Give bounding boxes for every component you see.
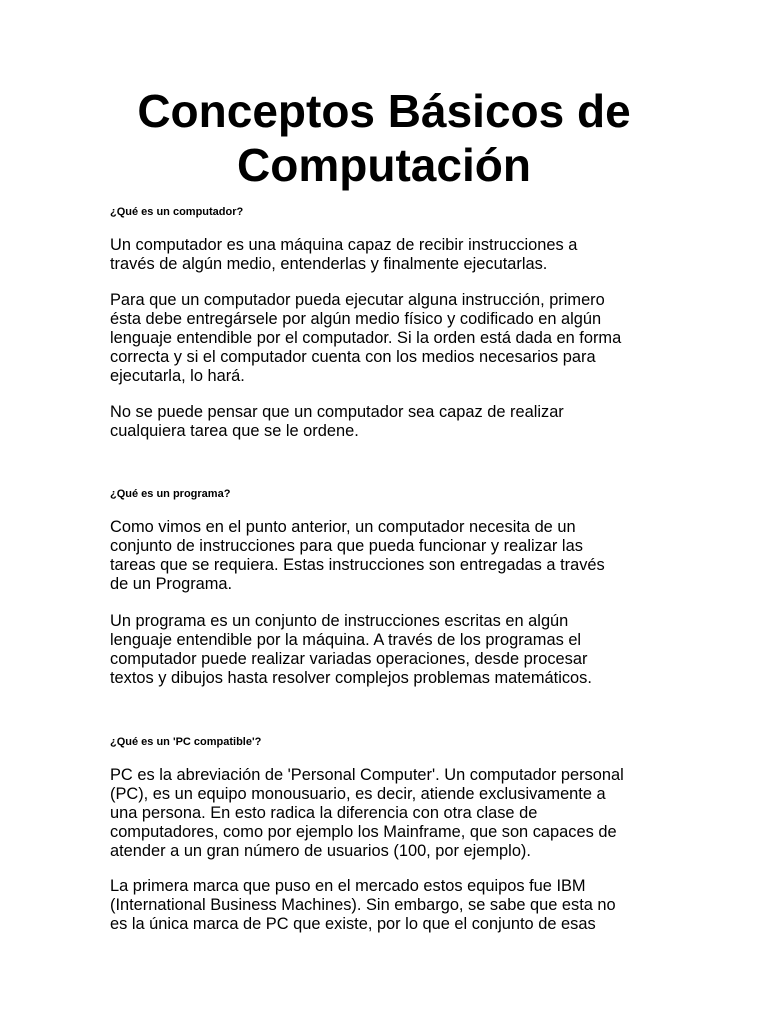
paragraph [110, 236, 577, 274]
text-line: Para que un computador pueda ejecutar alguna instrucción, primero [110, 291, 605, 309]
text-line: lenguaje entendible por la máquina. A través de los programas el [110, 631, 582, 649]
paragraph [110, 403, 564, 441]
text-line: atender a un gran número de usuarios (100, por ejemplo). [110, 842, 531, 860]
paragraph [110, 766, 624, 861]
text-line: través de algún medio, entenderlas y finalmente ejecutarlas. [110, 255, 548, 273]
section-heading-computador: ¿Qué es un computador? [110, 206, 244, 218]
document-title [60, 84, 708, 192]
text-line: una persona. En esto radica la diferencia con otra clase de [110, 804, 538, 822]
text-line: La primera marca que puso en el mercado estos equipos fue IBM [110, 877, 586, 895]
paragraph [110, 518, 605, 594]
paragraph [110, 612, 592, 688]
text-line: No se puede pensar que un computador sea capaz de realizar [110, 403, 564, 421]
section-heading-programa: ¿Qué es un programa? [110, 488, 231, 500]
title-line: Computación [237, 139, 531, 191]
text-line: es la única marca de PC que existe, por lo que el conjunto de esas [110, 915, 596, 933]
text-line: PC es la abreviación de 'Personal Computer'. Un computador personal [110, 766, 624, 784]
text-line: Un programa es un conjunto de instrucciones escritas en algún [110, 612, 569, 630]
text-line: textos y dibujos hasta resolver complejos problemas matemáticos. [110, 669, 592, 687]
text-line: de un Programa. [110, 575, 233, 593]
title-line: Conceptos Básicos de [137, 85, 631, 137]
text-line: correcta y si el computador cuenta con los medios necesarios para [110, 348, 596, 366]
section-heading-pc-compatible: ¿Qué es un 'PC compatible'? [110, 736, 262, 748]
paragraph [110, 877, 616, 934]
text-line: ejecutarla, lo hará. [110, 367, 245, 385]
text-line: conjunto de instrucciones para que pueda funcionar y realizar las [110, 537, 583, 555]
text-line: computadores, como por ejemplo los Mainframe, que son capaces de [110, 823, 617, 841]
text-line: tareas que se requiera. Estas instrucciones son entregadas a través [110, 556, 605, 574]
text-line: cualquiera tarea que se le ordene. [110, 422, 359, 440]
text-line: lenguaje entendible por el computador. Si la orden está dada en forma [110, 329, 622, 347]
text-line: computador puede realizar variadas operaciones, desde procesar [110, 650, 588, 668]
text-line: (PC), es un equipo monousuario, es decir, atiende exclusivamente a [110, 785, 606, 803]
paragraph [110, 291, 621, 386]
text-line: (International Business Machines). Sin embargo, se sabe que esta no [110, 896, 616, 914]
text-line: ésta debe entregársele por algún medio físico y codificado en algún [110, 310, 602, 328]
text-line: Como vimos en el punto anterior, un computador necesita de un [110, 518, 576, 536]
text-line: Un computador es una máquina capaz de recibir instrucciones a [110, 236, 578, 254]
